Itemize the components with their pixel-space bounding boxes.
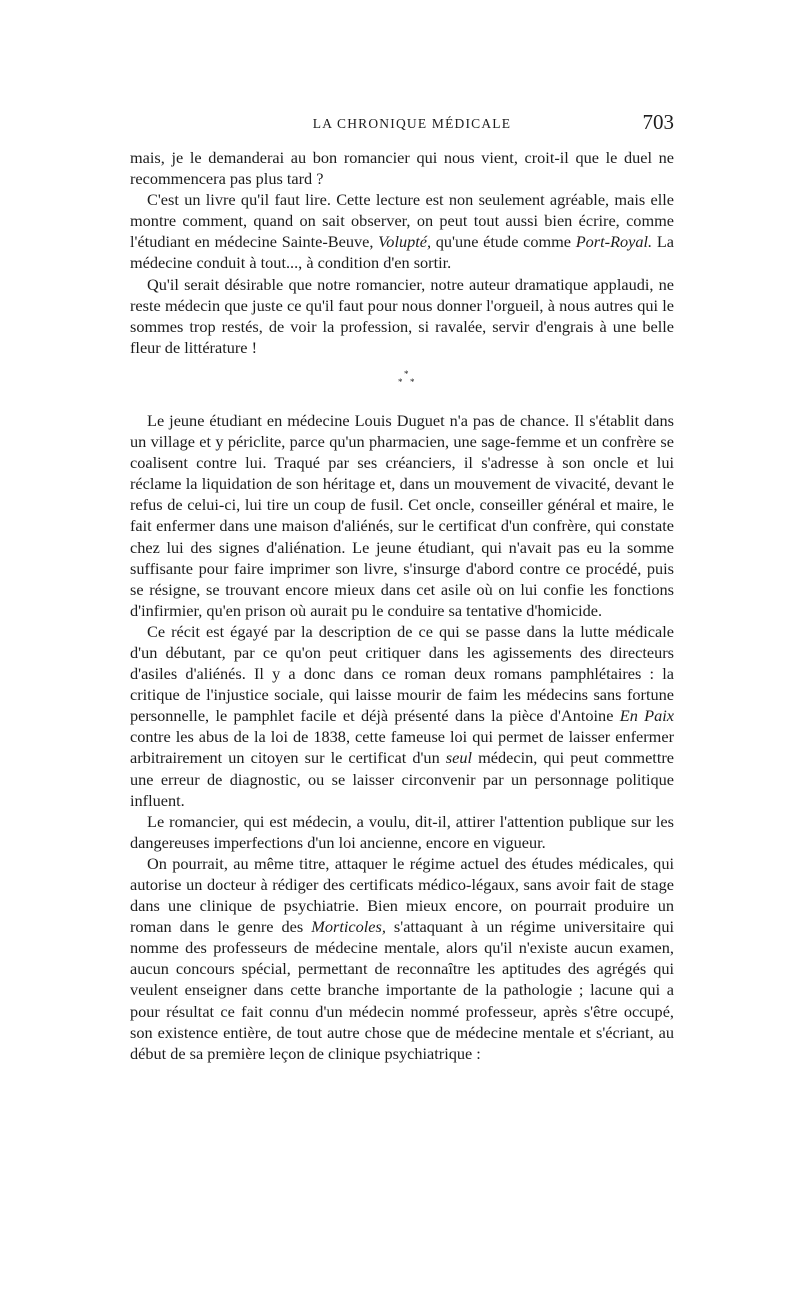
italic-text-segment: En Paix <box>619 706 674 726</box>
section-separator-asterism <box>130 358 674 410</box>
italic-text-segment: seul <box>445 748 473 768</box>
paragraph <box>130 621 674 811</box>
italic-text-segment: Volupté, <box>378 232 432 252</box>
paragraph <box>130 147 674 189</box>
asterisk-mark: * <box>410 376 415 387</box>
text-segment: On pourrait, au même titre, attaquer le régime actuel des études médicales, qui autorise un docteur à rédiger des certificats médico-légaux, sans avoir fait de stage dans une clinique de psychiatrie. Bien mieux encore, on pourrait produire un roman dans le genre des <box>130 853 674 937</box>
asterisk-mark: * <box>398 376 403 387</box>
page-number: 703 <box>642 110 674 134</box>
text-segment: Le jeune étudiant en médecine Louis Duguet n'a pas de chance. Il s'établit dans un village et y périclite, parce qu'un pharmacien, une sage-femme et un confrère se coalisent contre lui. Traqué par ses créanciers, il s'adresse à son oncle et lui réclame la liquidation de son héritage et, dans un mouvement de vivacité, devant le refus de celui-ci, lui tire un coup de fusil. Cet oncle, conseiller général et maire, le fait enfermer dans une maison d'aliénés, sur le certificat d'un confrère, qui constate chez lui des signes d'aliénation. Le jeune étudiant, qui n'avait pas eu la somme suffisante pour faire imprimer son livre, s'insurge d'abord contre ce procédé, puis se résigne, se trouvant encore mieux dans cet asile où on lui confie les fonctions d'infirmier, qu'en prison où aurait pu le conduire sa tentative d'homicide. <box>130 410 674 620</box>
paragraph <box>130 189 674 273</box>
asterisk-mark: * <box>404 368 409 379</box>
paragraph <box>130 410 674 621</box>
running-title: LA CHRONIQUE MÉDICALE <box>312 116 512 131</box>
text-segment: mais, je le demanderai au bon romancier qui nous vient, croit-il que le duel ne recommencera pas plus tard ? <box>130 148 674 189</box>
paragraph <box>130 274 674 358</box>
book-page <box>130 108 674 1064</box>
text-segment: s'attaquant à un régime universitaire qui nomme des professeurs de médecine mentale, alors qu'il n'existe aucun examen, aucun concours spécial, permettant de reconnaître les aptitudes des agrégés qui veulent enseigner dans cette branche importante de la pathologie ; lacune qui a pour résultat ce fait connu d'un médecin nommé professeur, après s'être occupé, son existence entière, de tout autre chose que de médecine mentale et s'écriant, au début de sa première leçon de clinique psychiatrique : <box>130 917 674 1063</box>
paragraph <box>130 853 674 1064</box>
paragraph <box>130 811 674 853</box>
page-header <box>130 108 674 138</box>
text-segment: Le romancier, qui est médecin, a voulu, dit-il, attirer l'attention publique sur les dangereuses imperfections d'un loi ancienne, encore en vigueur. <box>130 811 674 852</box>
body-text <box>130 147 674 1064</box>
italic-text-segment: Morticoles, <box>311 917 386 937</box>
text-segment: C'est un livre qu'il faut lire. Cette lecture est non seulement agréable, mais elle montre comment, quand on sait observer, on peut tout aussi bien écrire, comme l'étudiant en médecine Sainte-Beuve, <box>130 190 674 252</box>
text-segment: Ce récit est égayé par la description de ce qui se passe dans la lutte médicale d'un débutant, par ce qu'on peut critiquer dans les agissements des directeurs d'asiles d'aliénés. Il y a donc dans ce roman deux romans pamphlétaires : la critique de l'injustice sociale, qui laisse mourir de faim les médecins sans fortune personnelle, le pamphlet facile et déjà présenté dans la pièce d'Antoine <box>130 621 674 726</box>
text-segment: médecin, qui peut commettre une erreur de diagnostic, ou se laisser circonvenir par un personnage politique influent. <box>130 748 675 810</box>
text-segment: La médecine conduit à tout..., à condition d'en sortir. <box>130 232 674 273</box>
text-segment: Qu'il serait désirable que notre romancier, notre auteur dramatique applaudi, ne reste médecin que juste ce qu'il faut pour nous donner l'orgueil, à nous autres qui le sommes trop restés, de voir la profession, si ravalée, servir d'engrais à une belle fleur de littérature ! <box>130 274 674 357</box>
text-segment: qu'une étude comme <box>431 232 576 252</box>
italic-text-segment: Port-Royal. <box>575 232 653 252</box>
text-segment: contre les abus de la loi de 1838, cette fameuse loi qui permet de laisser enfermer arbitrairement un citoyen sur le certificat d'un <box>130 727 674 768</box>
